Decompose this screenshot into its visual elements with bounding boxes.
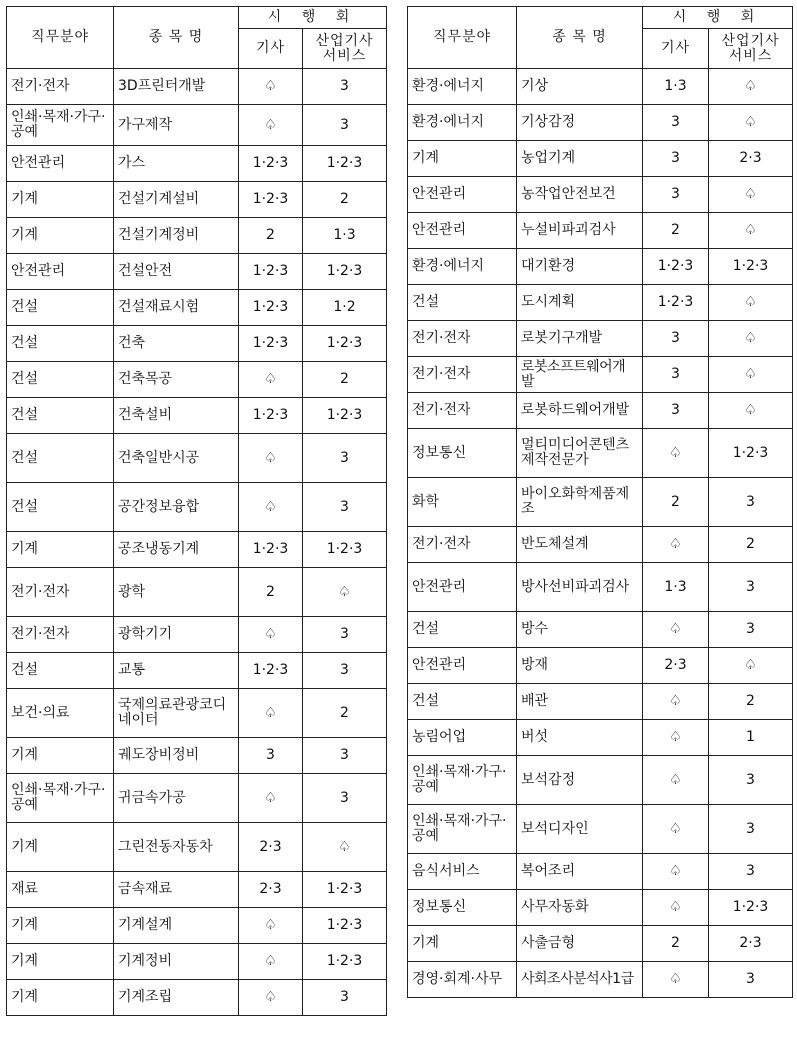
industrial-cell: ♤ — [709, 393, 793, 429]
industrial-cell: 1·2·3 — [709, 249, 793, 285]
industrial-cell: 3 — [709, 478, 793, 527]
engineer-cell: 3 — [239, 738, 303, 774]
table-row — [7, 483, 387, 532]
industrial-cell: 1 — [709, 720, 793, 756]
table-row — [408, 69, 793, 105]
field-cell: 기계 — [7, 908, 114, 944]
subject-cell: 반도체설계 — [517, 527, 643, 563]
engineer-cell: 2·3 — [239, 823, 303, 872]
subject-cell: 금속재료 — [114, 872, 239, 908]
industrial-cell: 2 — [709, 527, 793, 563]
field-cell: 전기·전자 — [408, 393, 517, 429]
field-cell: 전기·전자 — [7, 69, 114, 105]
subject-cell: 기계설계 — [114, 908, 239, 944]
industrial-cell: 1·2·3 — [303, 872, 387, 908]
subject-cell: 건설재료시험 — [114, 290, 239, 326]
industrial-cell: 3 — [709, 962, 793, 998]
table-row — [408, 141, 793, 177]
subject-cell: 배관 — [517, 684, 643, 720]
field-cell: 건설 — [7, 653, 114, 689]
subject-cell: 방재 — [517, 648, 643, 684]
table-row — [7, 689, 387, 738]
field-cell: 건설 — [7, 362, 114, 398]
right-table-body — [408, 69, 793, 998]
engineer-cell: 2·3 — [239, 872, 303, 908]
field-cell: 정보통신 — [408, 890, 517, 926]
table-row — [7, 218, 387, 254]
table-row — [408, 527, 793, 563]
engineer-cell: 1·3 — [643, 563, 709, 612]
subject-cell: 멀티미디어콘텐츠제작전문가 — [517, 429, 643, 478]
industrial-cell: 1·3 — [303, 218, 387, 254]
subject-cell: 바이오화학제품제조 — [517, 478, 643, 527]
engineer-cell: ♤ — [643, 612, 709, 648]
subject-cell: 기상감정 — [517, 105, 643, 141]
table-row — [7, 434, 387, 483]
field-cell: 전기·전자 — [7, 568, 114, 617]
engineer-cell: 1·3 — [643, 69, 709, 105]
industrial-cell: 2 — [709, 684, 793, 720]
field-cell: 보건·의료 — [7, 689, 114, 738]
field-cell: 전기·전자 — [7, 617, 114, 653]
engineer-cell: 1·2·3 — [239, 532, 303, 568]
industrial-header: 산업기사 서비스 — [303, 29, 387, 69]
industrial-cell: 1·2·3 — [303, 146, 387, 182]
industrial-cell: 1·2 — [303, 290, 387, 326]
engineer-cell: ♤ — [239, 689, 303, 738]
subject-cell: 궤도장비정비 — [114, 738, 239, 774]
table-row — [408, 890, 793, 926]
industrial-cell: 3 — [303, 483, 387, 532]
industrial-cell: 3 — [303, 105, 387, 146]
engineer-cell: ♤ — [643, 854, 709, 890]
table-row — [7, 774, 387, 823]
table-row — [408, 357, 793, 393]
table-row — [7, 326, 387, 362]
field-cell: 환경·에너지 — [408, 105, 517, 141]
engineer-cell: 2 — [643, 926, 709, 962]
engineer-cell: ♤ — [643, 890, 709, 926]
field-header: 직무분야 — [408, 7, 517, 69]
subject-cell: 기계조립 — [114, 980, 239, 1016]
subject-cell: 버섯 — [517, 720, 643, 756]
industrial-cell: 2 — [303, 362, 387, 398]
engineer-cell: ♤ — [643, 962, 709, 998]
engineer-cell: 2 — [643, 478, 709, 527]
industrial-cell: 1·2·3 — [303, 398, 387, 434]
industrial-cell: 1·2·3 — [709, 429, 793, 478]
table-row — [7, 908, 387, 944]
subject-cell: 건설기계설비 — [114, 182, 239, 218]
engineer-cell: ♤ — [643, 684, 709, 720]
industrial-cell: 2 — [303, 182, 387, 218]
engineer-cell: 1·2·3 — [239, 146, 303, 182]
subject-cell: 방수 — [517, 612, 643, 648]
table-row — [408, 805, 793, 854]
subject-cell: 복어조리 — [517, 854, 643, 890]
field-cell: 건설 — [7, 290, 114, 326]
table-row — [7, 105, 387, 146]
session-group-header: 시 행 회 — [239, 7, 387, 29]
industrial-cell: 2 — [303, 689, 387, 738]
table-row — [7, 254, 387, 290]
subject-cell: 보석디자인 — [517, 805, 643, 854]
subject-cell: 건설안전 — [114, 254, 239, 290]
industrial-cell: 1·2·3 — [303, 326, 387, 362]
table-row — [7, 653, 387, 689]
subject-cell: 건축일반시공 — [114, 434, 239, 483]
industrial-cell: ♤ — [709, 321, 793, 357]
left-exam-table — [6, 6, 387, 1016]
table-row — [408, 393, 793, 429]
industrial-cell: 3 — [303, 738, 387, 774]
industrial-cell: ♤ — [303, 568, 387, 617]
subject-cell: 대기환경 — [517, 249, 643, 285]
engineer-cell: 2 — [643, 213, 709, 249]
industrial-cell: 3 — [709, 563, 793, 612]
field-cell: 환경·에너지 — [408, 249, 517, 285]
industrial-cell: 3 — [303, 69, 387, 105]
table-row — [408, 249, 793, 285]
field-cell: 인쇄·목재·가구·공예 — [7, 774, 114, 823]
subject-cell: 누설비파괴검사 — [517, 213, 643, 249]
industrial-cell: ♤ — [709, 105, 793, 141]
industrial-cell: ♤ — [709, 213, 793, 249]
subject-cell: 건축 — [114, 326, 239, 362]
subject-cell: 그린전동자동차 — [114, 823, 239, 872]
field-cell: 기계 — [7, 532, 114, 568]
table-row — [408, 962, 793, 998]
engineer-cell: ♤ — [239, 105, 303, 146]
field-cell: 안전관리 — [408, 648, 517, 684]
subject-cell: 건축목공 — [114, 362, 239, 398]
subject-cell: 기계정비 — [114, 944, 239, 980]
table-row — [7, 944, 387, 980]
subject-cell: 3D프린터개발 — [114, 69, 239, 105]
engineer-cell: ♤ — [239, 774, 303, 823]
engineer-cell: ♤ — [239, 980, 303, 1016]
subject-cell: 교통 — [114, 653, 239, 689]
engineer-cell: 1·2·3 — [239, 326, 303, 362]
table-row — [408, 648, 793, 684]
engineer-cell: 2 — [239, 218, 303, 254]
engineer-cell: 3 — [643, 105, 709, 141]
session-group-header: 시 행 회 — [643, 7, 793, 29]
industrial-cell: ♤ — [709, 357, 793, 393]
field-cell: 재료 — [7, 872, 114, 908]
field-cell: 안전관리 — [408, 177, 517, 213]
engineer-cell: ♤ — [643, 805, 709, 854]
industrial-cell: 2·3 — [709, 926, 793, 962]
field-cell: 기계 — [408, 926, 517, 962]
subject-cell: 국제의료관광코디네이터 — [114, 689, 239, 738]
engineer-cell: ♤ — [239, 944, 303, 980]
subject-cell: 가스 — [114, 146, 239, 182]
engineer-cell: ♤ — [239, 908, 303, 944]
table-row — [408, 478, 793, 527]
industrial-header: 산업기사 서비스 — [709, 29, 793, 69]
engineer-cell: 1·2·3 — [643, 249, 709, 285]
engineer-cell: 1·2·3 — [239, 290, 303, 326]
engineer-cell: 1·2·3 — [239, 254, 303, 290]
subject-cell: 방사선비파괴검사 — [517, 563, 643, 612]
field-cell: 인쇄·목재·가구·공예 — [7, 105, 114, 146]
industrial-cell: 3 — [709, 756, 793, 805]
field-cell: 안전관리 — [7, 254, 114, 290]
field-cell: 인쇄·목재·가구·공예 — [408, 756, 517, 805]
industrial-cell: 3 — [303, 617, 387, 653]
engineer-cell: ♤ — [643, 720, 709, 756]
table-row — [7, 532, 387, 568]
table-row — [7, 980, 387, 1016]
table-row — [7, 146, 387, 182]
field-cell: 기계 — [7, 823, 114, 872]
field-cell: 기계 — [7, 738, 114, 774]
subject-cell: 기상 — [517, 69, 643, 105]
industrial-cell: 3 — [303, 980, 387, 1016]
subject-cell: 공간정보융합 — [114, 483, 239, 532]
subject-cell: 사무자동화 — [517, 890, 643, 926]
engineer-header: 기사 — [239, 29, 303, 69]
industrial-cell: 3 — [709, 854, 793, 890]
field-cell: 기계 — [408, 141, 517, 177]
engineer-cell: 3 — [643, 177, 709, 213]
field-cell: 건설 — [7, 326, 114, 362]
table-row — [7, 872, 387, 908]
industrial-cell: 3 — [709, 612, 793, 648]
engineer-cell: 3 — [643, 357, 709, 393]
subject-cell: 사출금형 — [517, 926, 643, 962]
engineer-cell: ♤ — [239, 69, 303, 105]
table-row — [408, 854, 793, 890]
field-cell: 전기·전자 — [408, 321, 517, 357]
industrial-cell: ♤ — [709, 648, 793, 684]
field-cell: 정보통신 — [408, 429, 517, 478]
subject-cell: 로봇기구개발 — [517, 321, 643, 357]
engineer-cell: 3 — [643, 321, 709, 357]
subject-cell: 광학기기 — [114, 617, 239, 653]
industrial-cell: 1·2·3 — [303, 944, 387, 980]
industrial-cell: 3 — [303, 774, 387, 823]
field-header: 직무분야 — [7, 7, 114, 69]
field-cell: 건설 — [408, 612, 517, 648]
table-row — [7, 398, 387, 434]
field-cell: 건설 — [7, 398, 114, 434]
subject-cell: 건축설비 — [114, 398, 239, 434]
industrial-cell: ♤ — [709, 285, 793, 321]
engineer-cell: ♤ — [643, 429, 709, 478]
table-row — [408, 177, 793, 213]
industrial-cell: 1·2·3 — [709, 890, 793, 926]
field-cell: 안전관리 — [408, 213, 517, 249]
subject-header: 종 목 명 — [114, 7, 239, 69]
engineer-cell: ♤ — [239, 617, 303, 653]
left-table-header — [7, 7, 387, 69]
table-row — [408, 926, 793, 962]
field-cell: 인쇄·목재·가구·공예 — [408, 805, 517, 854]
table-row — [408, 105, 793, 141]
field-cell: 화학 — [408, 478, 517, 527]
engineer-cell: 1·2·3 — [239, 653, 303, 689]
engineer-cell: ♤ — [643, 756, 709, 805]
right-exam-table — [407, 6, 793, 998]
industrial-cell: 1·2·3 — [303, 908, 387, 944]
table-row — [7, 290, 387, 326]
table-row — [7, 182, 387, 218]
table-row — [7, 362, 387, 398]
table-row — [7, 823, 387, 872]
table-row — [7, 568, 387, 617]
table-row — [408, 756, 793, 805]
table-row — [408, 213, 793, 249]
field-cell: 안전관리 — [7, 146, 114, 182]
field-cell: 전기·전자 — [408, 527, 517, 563]
field-cell: 환경·에너지 — [408, 69, 517, 105]
field-cell: 기계 — [7, 944, 114, 980]
field-cell: 전기·전자 — [408, 357, 517, 393]
industrial-cell: ♤ — [303, 823, 387, 872]
industrial-cell: ♤ — [709, 69, 793, 105]
table-row — [408, 429, 793, 478]
industrial-cell: 3 — [303, 434, 387, 483]
subject-cell: 로봇하드웨어개발 — [517, 393, 643, 429]
subject-cell: 사회조사분석사1급 — [517, 962, 643, 998]
subject-cell: 가구제작 — [114, 105, 239, 146]
subject-cell: 농작업안전보건 — [517, 177, 643, 213]
subject-cell: 광학 — [114, 568, 239, 617]
engineer-cell: ♤ — [239, 483, 303, 532]
field-cell: 건설 — [7, 483, 114, 532]
industrial-cell: 3 — [303, 653, 387, 689]
table-row — [408, 684, 793, 720]
engineer-cell: 1·2·3 — [239, 182, 303, 218]
field-cell: 기계 — [7, 182, 114, 218]
table-row — [7, 617, 387, 653]
engineer-cell: ♤ — [239, 434, 303, 483]
table-row — [408, 321, 793, 357]
engineer-cell: 3 — [643, 393, 709, 429]
subject-cell: 보석감정 — [517, 756, 643, 805]
subject-cell: 건설기계정비 — [114, 218, 239, 254]
engineer-cell: 2·3 — [643, 648, 709, 684]
subject-cell: 농업기계 — [517, 141, 643, 177]
subject-cell: 공조냉동기계 — [114, 532, 239, 568]
industrial-cell: ♤ — [709, 177, 793, 213]
table-row — [408, 612, 793, 648]
right-table-header — [408, 7, 793, 69]
subject-cell: 도시계획 — [517, 285, 643, 321]
field-cell: 건설 — [408, 285, 517, 321]
engineer-cell: 2 — [239, 568, 303, 617]
field-cell: 음식서비스 — [408, 854, 517, 890]
industrial-cell: 1·2·3 — [303, 254, 387, 290]
field-cell: 경영·회계·사무 — [408, 962, 517, 998]
engineer-cell: 3 — [643, 141, 709, 177]
engineer-cell: ♤ — [643, 527, 709, 563]
industrial-cell: 3 — [709, 805, 793, 854]
engineer-cell: ♤ — [239, 362, 303, 398]
table-row — [408, 285, 793, 321]
field-cell: 건설 — [408, 684, 517, 720]
field-cell: 기계 — [7, 980, 114, 1016]
engineer-header: 기사 — [643, 29, 709, 69]
field-cell: 안전관리 — [408, 563, 517, 612]
table-row — [408, 563, 793, 612]
field-cell: 농림어업 — [408, 720, 517, 756]
field-cell: 기계 — [7, 218, 114, 254]
field-cell: 건설 — [7, 434, 114, 483]
industrial-cell: 2·3 — [709, 141, 793, 177]
engineer-cell: 1·2·3 — [239, 398, 303, 434]
table-row — [7, 69, 387, 105]
subject-cell: 귀금속가공 — [114, 774, 239, 823]
table-row — [7, 738, 387, 774]
industrial-cell: 1·2·3 — [303, 532, 387, 568]
left-table-body — [7, 69, 387, 1016]
engineer-cell: 1·2·3 — [643, 285, 709, 321]
subject-header: 종 목 명 — [517, 7, 643, 69]
subject-cell: 로봇소프트웨어개발 — [517, 357, 643, 393]
table-row — [408, 720, 793, 756]
